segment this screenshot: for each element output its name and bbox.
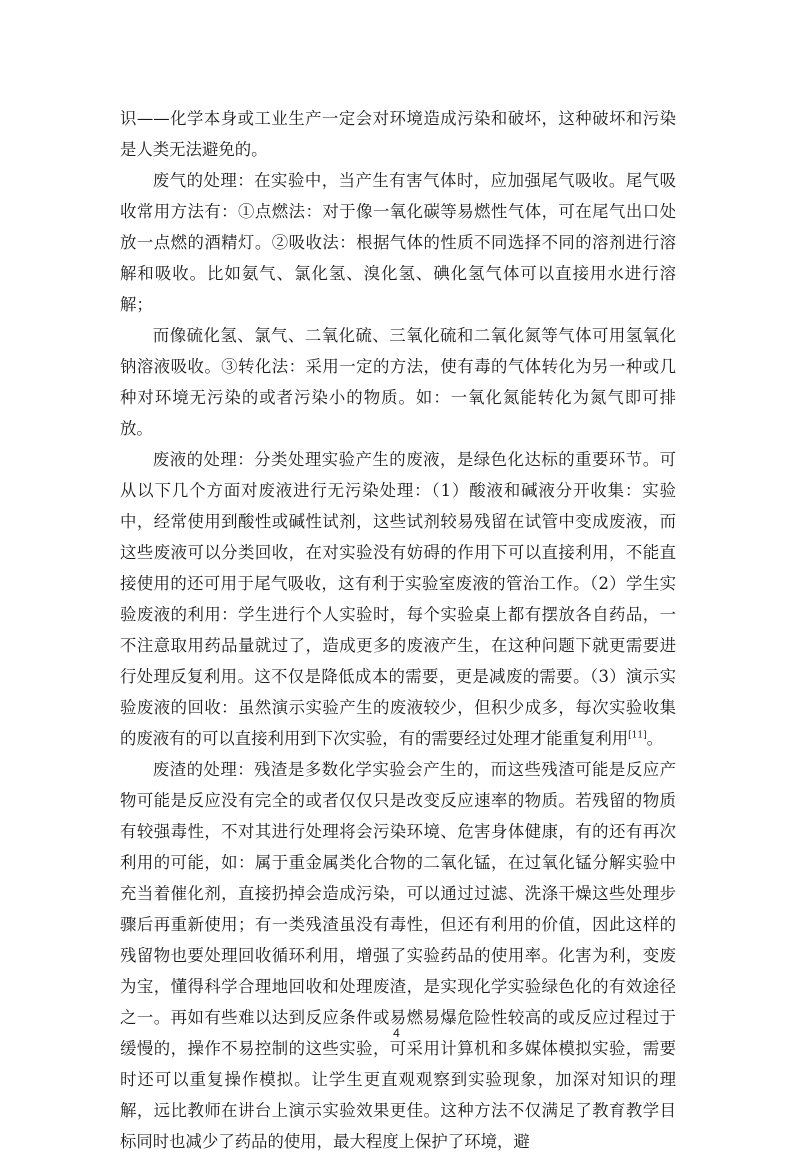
page-number: 4 (393, 1026, 400, 1040)
paragraph-continuation: 识——化学本身或工业生产一定会对环境造成污染和破坏，这种破坏和污染是人类无法避免的。 (120, 109, 676, 159)
waste-liquid-text: 废液的处理：分类处理实验产生的废液，是绿色化达标的重要环节。可从以下几个方面对废液进行无污染处理：（1）酸液和碱液分开收集：实验中，经常使用到酸性或碱性试剂，这些试剂较易残留在试管中变成废液，而这些废液可以分类回收，在对实验没有妨碍的作用下可以直接利用，不能直接使用的还可用于尾气吸收，这有利于实验室废液的管治工作。（2）学生实验废液的利用：学生进行个人实验时，每个实验桌上都有摆放各自药品，一不注意取用药品量就过了，造成更多的废液产生，在这种问题下就更需要进行处理反复利用。这不仅是降低成本的需要，更是减废的需要。（3）演示实验废液的回收：虽然演示实验产生的废液较少，但积少成多，每次实验收集的废液有的可以直接利用到下次实验，有的需要经过处理才能重复利用 (120, 450, 676, 748)
waste-liquid-end: 。 (646, 729, 663, 748)
paragraph-waste-liquid (120, 444, 676, 754)
paragraph-gas-absorption: 而像硫化氢、氯气、二氧化硫、三氧化硫和二氧化氮等气体可用氢氧化钠溶液吸收。③转化法：采用一定的方法，使有毒的气体转化为另一种或几种对环境无污染的或者污染小的物质。如：一氧化氮能转化为氮气即可排放。 (120, 326, 676, 438)
body-text (120, 103, 676, 1157)
citation-marker: [11] (628, 730, 647, 741)
paragraph-waste-residue: 废渣的处理：残渣是多数化学实验会产生的，而这些残渣可能是反应产物可能是反应没有完全的或者仅仅只是改变反应速率的物质。若残留的物质有较强毒性，不对其进行处理将会污染环境、危害身体健康，有的还有再次利用的可能，如：属于重金属类化合物的二氧化锰，在过氧化锰分解实验中充当着催化剂，直接扔掉会造成污染，可以通过过滤、洗涤干燥这些处理步骤后再重新使用；有一类残渣虽没有毒性，但还有利用的价值，因此这样的残留物也要处理回收循环利用，增强了实验药品的使用率。化害为利，变废为宝，懂得科学合理地回收和处理废渣，是实现化学实验绿色化的有效途径之一。再如有些难以达到反应条件或易燃易爆危险性较高的或反应过程过于缓慢的，操作不易控制的这些实验，可采用计算机和多媒体模拟实验，需要时还可以重复操作模拟。让学生更直观观察到实验现象，加深对知识的理解，远比教师在讲台上演示实验效果更佳。这种方法不仅满足了教育教学目标同时也减少了药品的使用，最大程度上保护了环境，避 (120, 760, 676, 1151)
paragraph-waste-gas: 废气的处理：在实验中，当产生有害气体时，应加强尾气吸收。尾气吸收常用方法有：①点燃法：对于像一氧化碳等易燃性气体，可在尾气出口处放一点燃的酒精灯。②吸收法：根据气体的性质不同选择不同的溶剂进行溶解和吸收。比如氨气、氯化氢、溴化氢、碘化氢气体可以直接用水进行溶解； (120, 171, 676, 314)
